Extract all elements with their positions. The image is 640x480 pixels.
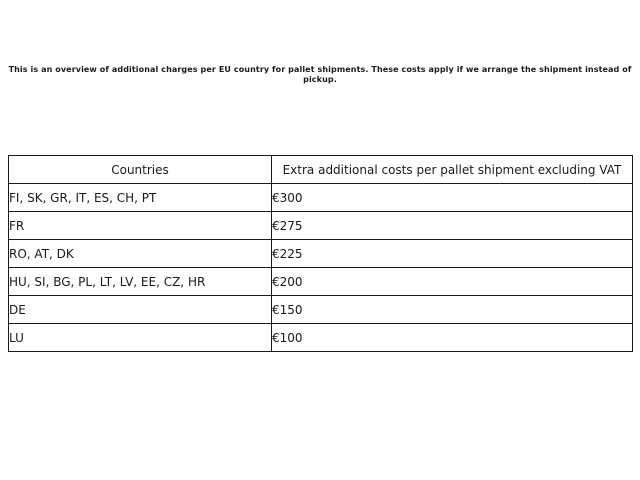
table-row bbox=[9, 240, 633, 268]
countries-cell: RO, AT, DK bbox=[9, 240, 272, 268]
cost-cell: €200 bbox=[272, 268, 633, 296]
intro-text: This is an overview of additional charges per EU country for pallet shipments. These costs apply if we arrange the shipment instead of pickup. bbox=[8, 65, 632, 84]
cost-cell: €275 bbox=[272, 212, 633, 240]
countries-cell: FI, SK, GR, IT, ES, CH, PT bbox=[9, 184, 272, 212]
table-header-row bbox=[9, 156, 633, 184]
cost-cell: €225 bbox=[272, 240, 633, 268]
countries-cell: FR bbox=[9, 212, 272, 240]
countries-cell: HU, SI, BG, PL, LT, LV, EE, CZ, HR bbox=[9, 268, 272, 296]
table-row bbox=[9, 324, 633, 352]
table-row bbox=[9, 184, 633, 212]
countries-cell: DE bbox=[9, 296, 272, 324]
cost-cell: €100 bbox=[272, 324, 633, 352]
table-row bbox=[9, 296, 633, 324]
cost-cell: €300 bbox=[272, 184, 633, 212]
cost-cell: €150 bbox=[272, 296, 633, 324]
table-row bbox=[9, 212, 633, 240]
table-row bbox=[9, 268, 633, 296]
countries-cell: LU bbox=[9, 324, 272, 352]
cost-column-header: Extra additional costs per pallet shipment excluding VAT bbox=[272, 156, 633, 184]
countries-column-header: Countries bbox=[9, 156, 272, 184]
charges-table bbox=[8, 155, 633, 352]
